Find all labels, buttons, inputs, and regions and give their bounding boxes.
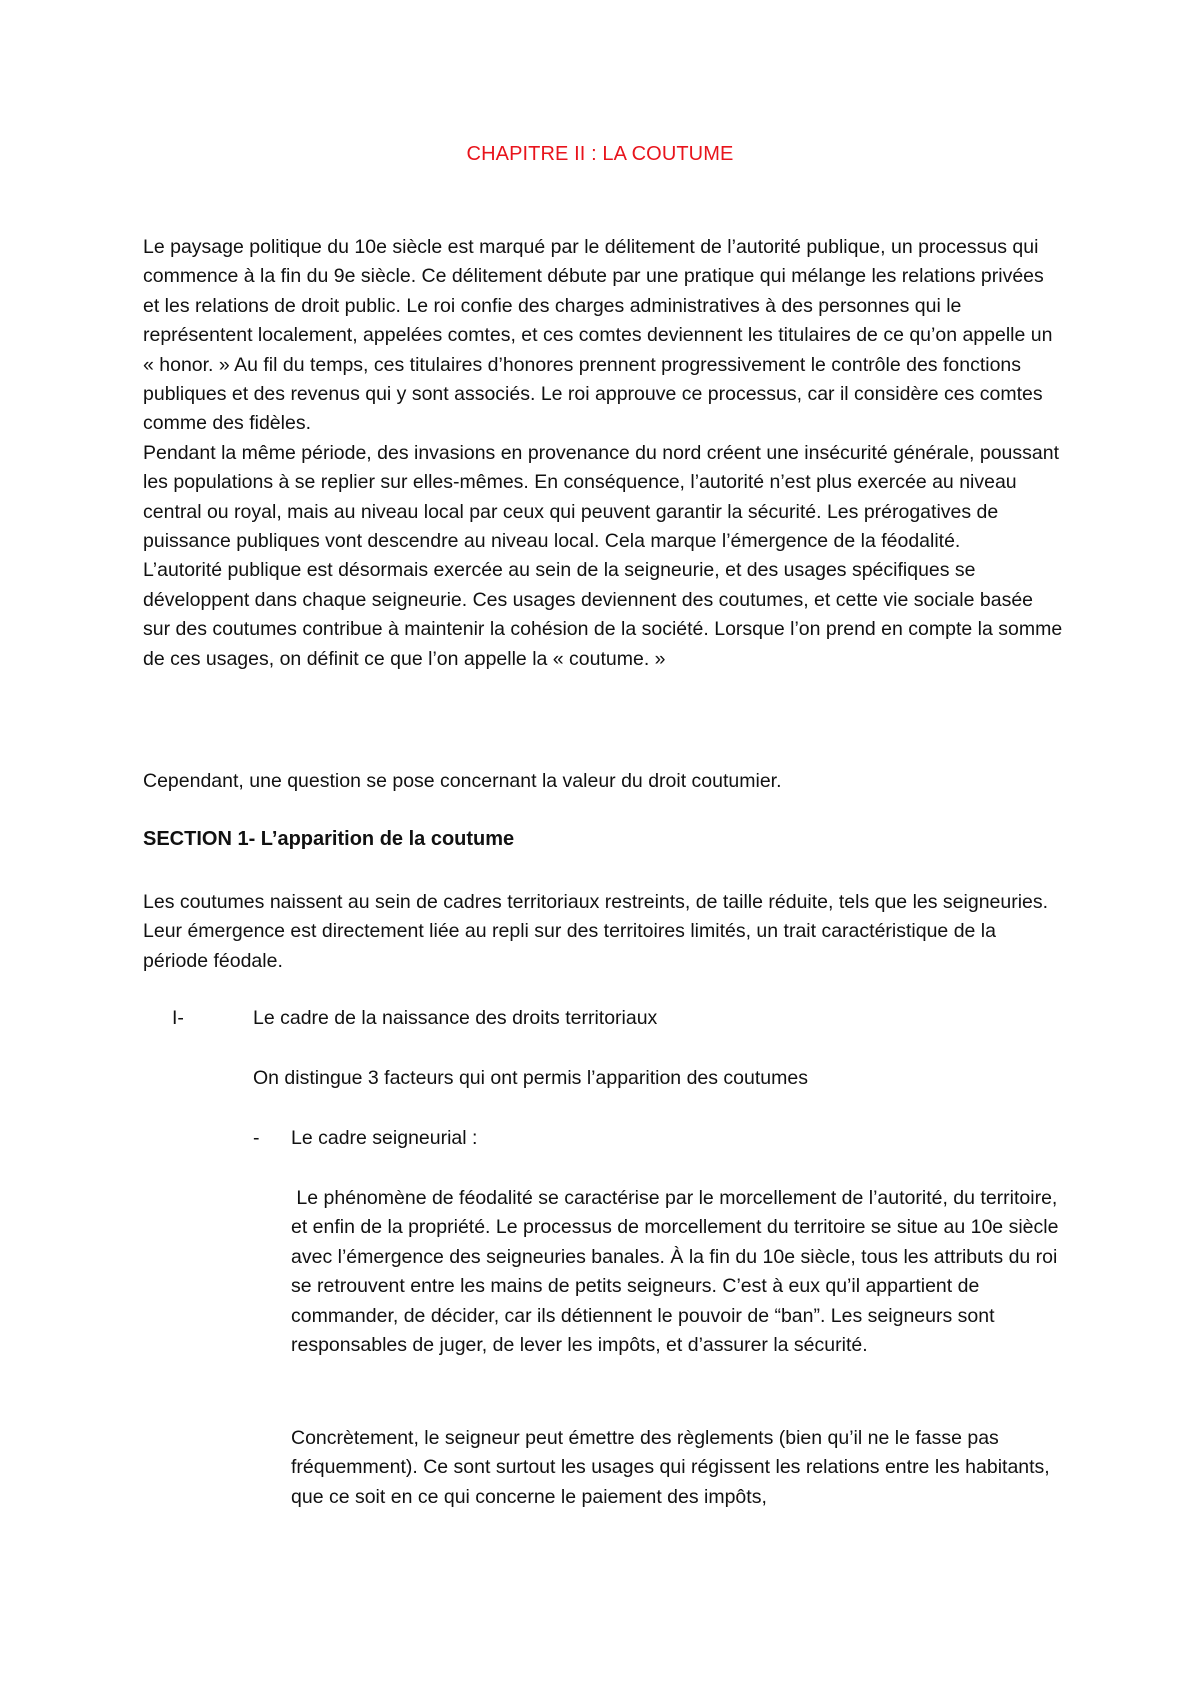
section-heading: SECTION 1- L’apparition de la coutume: [143, 828, 515, 850]
list-item-title: Le cadre seigneurial :: [291, 1127, 478, 1149]
roman-numeral-marker: I-: [172, 1007, 184, 1029]
dash-bullet: -: [253, 1127, 260, 1149]
intro-paragraph: Le paysage politique du 10e siècle est marqué par le délitement de l’autorité publique, un processus qui commence à la fin du 9e siècle. Ce délitement débute par une pratique qui mélange les relations privées et les relations de droit public. Le roi confie des charges administratives à des personnes qui le représentent localement, appelées comtes, et ces comtes deviennent les titulaires de ce qu’on appelle un « honor. » Au fil du temps, ces titulaires d’honores prennent progressivement le contrôle des fonctions publiques et des revenus qui y sont associés. Le roi approuve ce processus, car il considère ces comtes comme des fidèles.: [143, 236, 1053, 435]
intro-paragraph: L’autorité publique est désormais exercée au sein de la seigneurie, et des usages spécifiques se développent dans chaque seigneurie. Ces usages deviennent des coutumes, et cette vie sociale basée sur des coutumes contribue à maintenir la cohésion de la société. Lorsque l’on prend en compte la somme de ces usages, on définit ce que l’on appelle la « coutume. »: [143, 559, 1063, 670]
intro-paragraph: Pendant la même période, des invasions en provenance du nord créent une insécurité générale, poussant les populations à se replier sur elles-mêmes. En conséquence, l’autorité n’est plus exercée au niveau central ou royal, mais au niveau local par ceux qui peuvent garantir la sécurité. Les prérogatives de puissance publiques vont descendre au niveau local. Cela marque l’émergence de la féodalité.: [143, 441, 1060, 553]
subsection-title: Le cadre de la naissance des droits territoriaux: [253, 1007, 658, 1029]
body-paragraph: Le phénomène de féodalité se caractérise par le morcellement de l’autorité, du territoire, et enfin de la propriété. Le processus de morcellement du territoire se situe au 10e siècle avec l’émergence des seigneuries banales. À la fin du 10e siècle, tous les attributs du roi se retrouvent entre les mains de petits seigneurs. C’est à eux qu’il appartient de commander, de décider, car ils détiennent le pouvoir de “ban”. Les seigneurs sont responsables de juger, de lever les impôts, et d’assurer la sécurité.: [291, 1187, 1064, 1357]
body-paragraph: Concrètement, le seigneur peut émettre des règlements (bien qu’il ne le fasse pas fréquemment). Ce sont surtout les usages qui régissent les relations entre les habitants, que ce soit en ce qui concerne le paiement des impôts,: [291, 1427, 1050, 1508]
intro-block: [143, 233, 1063, 674]
factors-lead-paragraph: On distingue 3 facteurs qui ont permis l’apparition des coutumes: [253, 1067, 808, 1089]
chapter-title: CHAPITRE II : LA COUTUME: [466, 143, 734, 165]
section-intro-paragraph: Les coutumes naissent au sein de cadres territoriaux restreints, de taille réduite, tels que les seigneuries. Leur émergence est directement liée au repli sur des territoires limités, un trait caractéristique de la période féodale.: [143, 891, 1049, 972]
question-paragraph: Cependant, une question se pose concernant la valeur du droit coutumier.: [143, 770, 782, 792]
